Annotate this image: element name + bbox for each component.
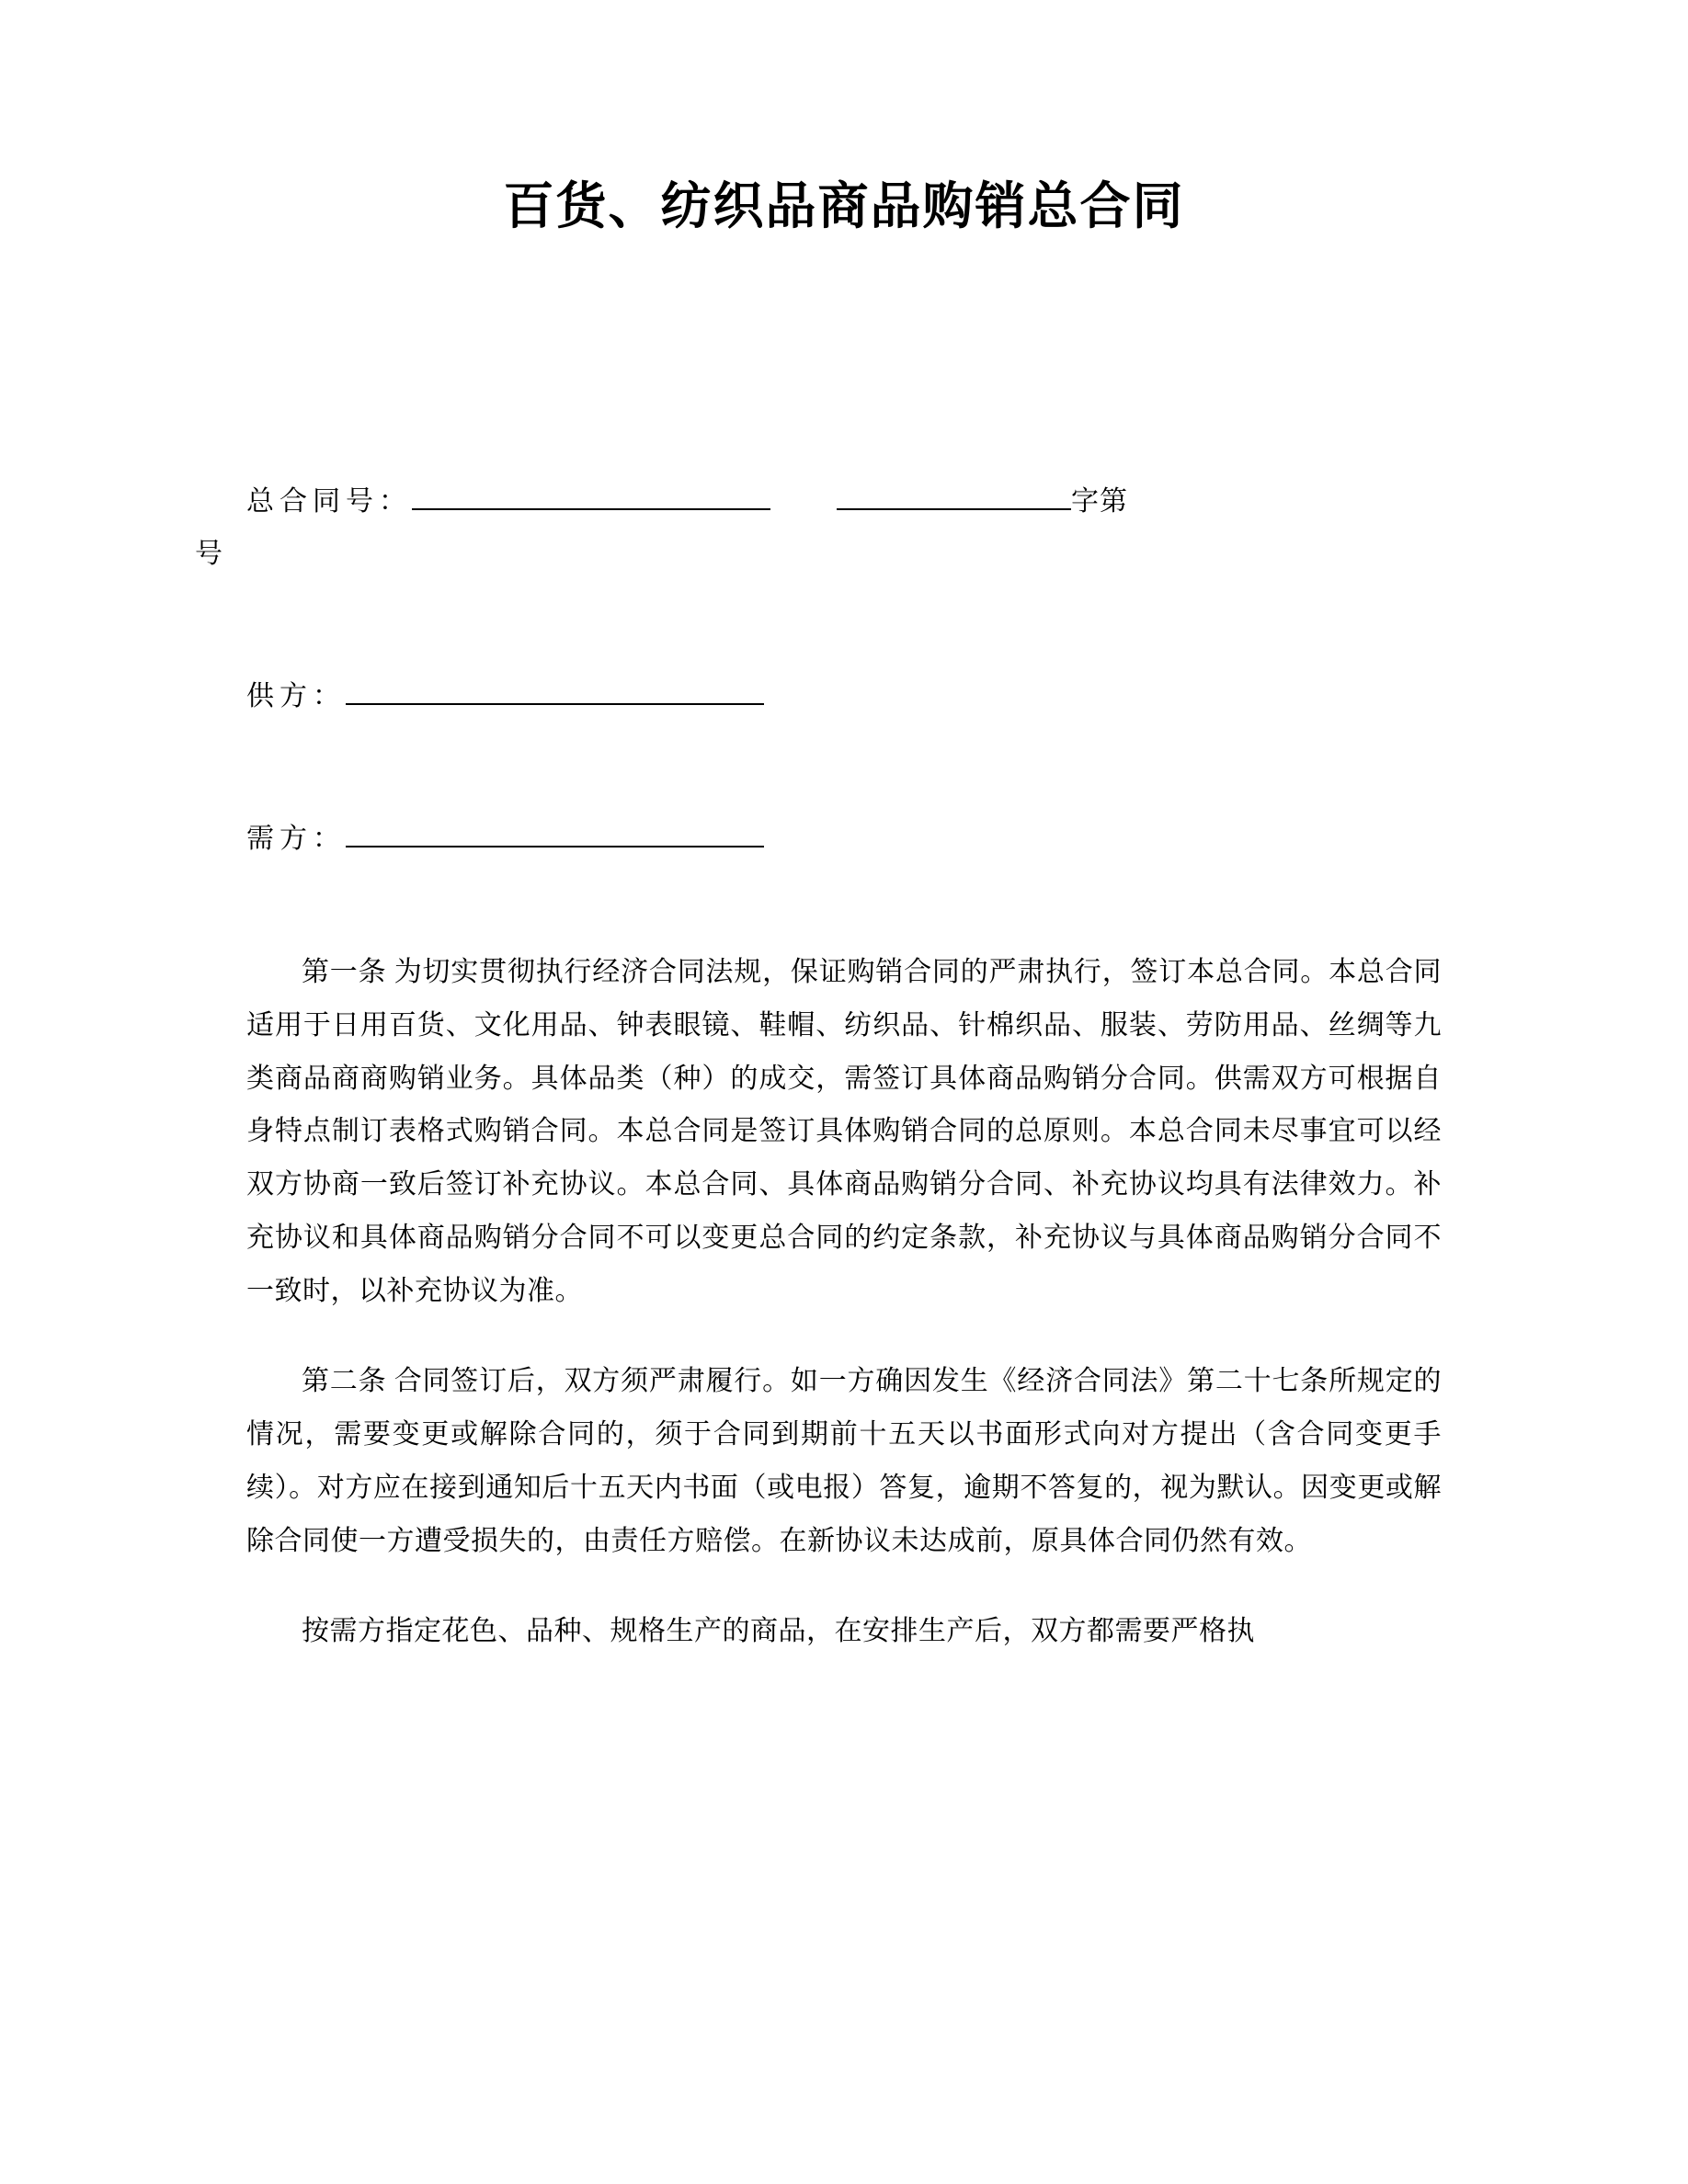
buyer-input[interactable] bbox=[346, 818, 764, 847]
contract-number-input[interactable] bbox=[412, 481, 770, 510]
word-number-overflow: 号 bbox=[195, 538, 223, 569]
page-title: 百货、纺织品商品购销总合同 bbox=[503, 177, 1185, 234]
document-body bbox=[0, 238, 1688, 1658]
clause-paragraph-1: 第一条 为切实贯彻执行经济合同法规，保证购销合同的严肃执行，签订本总合同。本总合同适用于日用百货、文化用品、钟表眼镜、鞋帽、纺织品、针棉织品、服装、劳防用品、丝绸等九类商品商商购销业务。具体品类（种）的成交，需签订具体商品购销分合同。供需双方可根据自身特点制订表格式购销合同。本总合同是签订具体购销合同的总原则。本总合同未尽事宜可以经双方协商一致后签订补充协议。本总合同、具体商品购销分合同、补充协议均具有法律效力。补充协议和具体商品购销分合同不可以变更总合同的约定条款，补充协议与具体商品购销分合同不一致时，以补充协议为准。 bbox=[246, 956, 1442, 1307]
clause-paragraph-2: 第二条 合同签订后，双方须严肃履行。如一方确因发生《经济合同法》第二十七条所规定的情况，需要变更或解除合同的，须于合同到期前十五天以书面形式向对方提出（含合同变更手续）。对方应在接到通知后十五天内书面（或电报）答复，逾期不答复的，视为默认。因变更或解除合同使一方遭受损失的，由责任方赔偿。在新协议未达成前，原具体合同仍然有效。 bbox=[246, 1365, 1442, 1556]
title-body-spacer bbox=[246, 238, 1442, 475]
spacer-before-clauses bbox=[246, 865, 1442, 946]
contract-number-field bbox=[195, 475, 1442, 580]
buyer-label: 需方： bbox=[246, 823, 346, 854]
word-number-suffix: 字第 bbox=[1071, 485, 1128, 517]
supplier-input[interactable] bbox=[346, 676, 764, 705]
supplier-field bbox=[246, 670, 1442, 722]
contract-number-label: 总合同号： bbox=[246, 485, 412, 517]
word-number-input[interactable] bbox=[837, 481, 1071, 510]
spacer-before-buyer bbox=[246, 722, 1442, 813]
spacer-before-supplier bbox=[246, 580, 1442, 670]
buyer-field bbox=[246, 813, 1442, 865]
clause-paragraph-3: 按需方指定花色、品种、规格生产的商品，在安排生产后，双方都需要严格执 bbox=[302, 1615, 1255, 1646]
supplier-label: 供方： bbox=[246, 680, 346, 711]
